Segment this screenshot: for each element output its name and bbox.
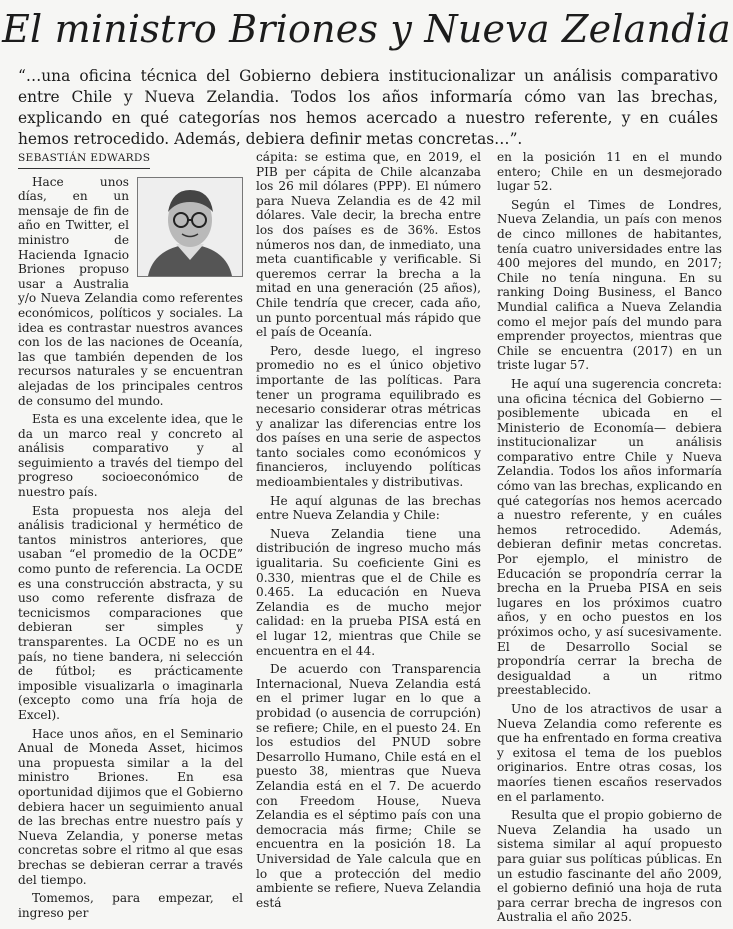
column-1 [18, 150, 243, 924]
headline: El ministro Briones y Nueva Zelandia [2, 7, 731, 51]
column-3 [497, 150, 722, 929]
author-photo [137, 177, 243, 277]
lede-quote: “…una oficina técnica del Gobierno debiera institucionalizar un análisis comparativo entre Chile y Nueva Zelandia. Todos los años informaría cómo van las brechas, explicando en qué categorías nos hemos acercado a nuestro referente, y en cuáles hemos retrocedido. Además, debiera definir metas concretas…”. [18, 67, 718, 148]
paragraph: en la posición 11 en el mundo entero; Chile en un desmejorado lugar 52. [497, 150, 722, 194]
paragraph: cápita: se estima que, en 2019, el PIB per cápita de Chile alcanzaba los 26 mil dólares (PPP). El número para Nueva Zelandia es de 42 mil dólares. Vale decir, la brecha entre los dos países es de 36%. Estos números nos dan, de inmediato, una meta cuantificable y verificable. Si queremos cerrar la brecha a la mitad en una generación (25 años), Chile tendría que crecer, cada año, un punto porcentual más rápido que el país de Oceanía. [256, 150, 481, 340]
paragraph: Hace unos años, en el Seminario Anual de Moneda Asset, hicimos una propuesta similar a la del ministro Briones. En esa oportunidad dijimos que el Gobierno debiera hacer un seguimiento anual de las brechas entre nuestro país y Nueva Zelandia, y ponerse metas concretas sobre el ritmo al que esas brechas se debieran cerrar a través del tiempo. [18, 726, 243, 887]
paragraph: Según el Times de Londres, Nueva Zelandia, un país con menos de cinco millones de habitantes, tenía cuatro universidades entre las 400 mejores del mundo, en 2017; Chile no tenía ninguna. En su ranking Doing Business, el Banco Mundial califica a Nueva Zelandia como el mejor país del mundo para emprender proyectos, mientras que Chile se encuentra (2017) en un triste lugar 57. [497, 197, 722, 373]
byline: SEBASTIÁN EDWARDS [18, 151, 150, 169]
column-2 [256, 150, 481, 914]
paragraph: Pero, desde luego, el ingreso promedio no es el único objetivo importante de las políticas. Para tener un programa equilibrado es necesario considerar otras métricas y analizar las diferencias entre los dos países en una serie de aspectos tanto sociales como económicos y financieros, incluyendo políticas medioambientales y distributivas. [256, 343, 481, 490]
paragraph: Uno de los atractivos de usar a Nueva Zelandia como referente es que ha enfrentado en forma creativa y exitosa el tema de los pueblos originarios. Entre otras cosas, los maoríes tienen escaños reservados en el parlamento. [497, 701, 723, 804]
paragraph: He aquí una sugerencia concreta: una oficina técnica del Gobierno —posiblemente ubicada en el Ministerio de Economía— debiera institucionalizar un análisis comparativo entre Chile y Nueva Zelandia. Todos los años informaría cómo van las brechas, explicando en qué categorías nos hemos acercado a nuestro referente, y en cuáles hemos retrocedido. Además, debieran definir metas concretas. Por ejemplo, el ministro de Educación se propondría cerrar la brecha en la Prueba PISA en seis lugares en los próximos cuatro años, y en ocho puestos en los próximos ocho, y así sucesivamente. El de Desarrollo Social se propondría cerrar la brecha de desigualdad a un ritmo preestablecido. [497, 376, 722, 698]
paragraph: Hace unos días, en un mensaje de fin de año en Twitter, el ministro de Hacienda Ignacio Briones propuso usar a Australia y/o Nueva Zelandia como referentes económicos, políticos y sociales. La idea es contrastar nuestros avances con los de las naciones de Oceanía, las que también dependen de los recursos naturales y se encuentran alejadas de los principales centros de consumo del mundo. [18, 174, 243, 408]
paragraph: Resulta que el propio gobierno de Nueva Zelandia ha usado un sistema similar al aquí propuesto para guiar sus políticas públicas. En un estudio fascinante del año 2009, el gobierno definió una hoja de ruta para cerrar brecha de ingresos con Australia el año 2025. [497, 808, 722, 925]
paragraph: He aquí algunas de las brechas entre Nueva Zelandia y Chile: [256, 493, 481, 523]
paragraph: Esta propuesta nos aleja del análisis tradicional y hermético de tantos ministros anteriores, que usaban “el promedio de la OCDE” como punto de referencia. La OCDE es una construcción abstracta, y su uso como referente disfraza de tecnicismos comparaciones que debieran ser simples y transparentes. La OCDE no es un país, no tiene bandera, ni selección de fútbol; es prácticamente imposible visualizarla o imaginarla (excepto como una fría hoja de Excel). [18, 503, 243, 722]
paragraph: Nueva Zelandia tiene una distribución de ingreso mucho más igualitaria. Su coeficiente Gini es 0.330, mientras que el de Chile es 0.465. La educación en Nueva Zelandia es de mucho mejor calidad: en la prueba PISA está en el lugar 12, mientras que Chile se encuentra en el 44. [256, 526, 481, 658]
paragraph: Tomemos, para empezar, el ingreso per [18, 891, 243, 920]
paragraph: De acuerdo con Transparencia Internacional, Nueva Zelandia está en el primer lugar en lo que a probidad (o ausencia de corrupción) se refiere; Chile, en el puesto 24. En los estudios del PNUD sobre Desarrollo Humano, Chile está en el puesto 38, mientras que Nueva Zelandia está en el 7. De acuerdo con Freedom House, Nueva Zelandia es el séptimo país con una democracia más firme; Chile se encuentra en la posición 18. La Universidad de Yale calcula que en lo que a protección del medio ambiente se refiere, Nueva Zelandia está [256, 662, 481, 910]
paragraph: Esta es una excelente idea, que le da un marco real y concreto al análisis comparativo y al seguimiento a través del tiempo del progreso socioeconómico de nuestro país. [18, 412, 243, 500]
